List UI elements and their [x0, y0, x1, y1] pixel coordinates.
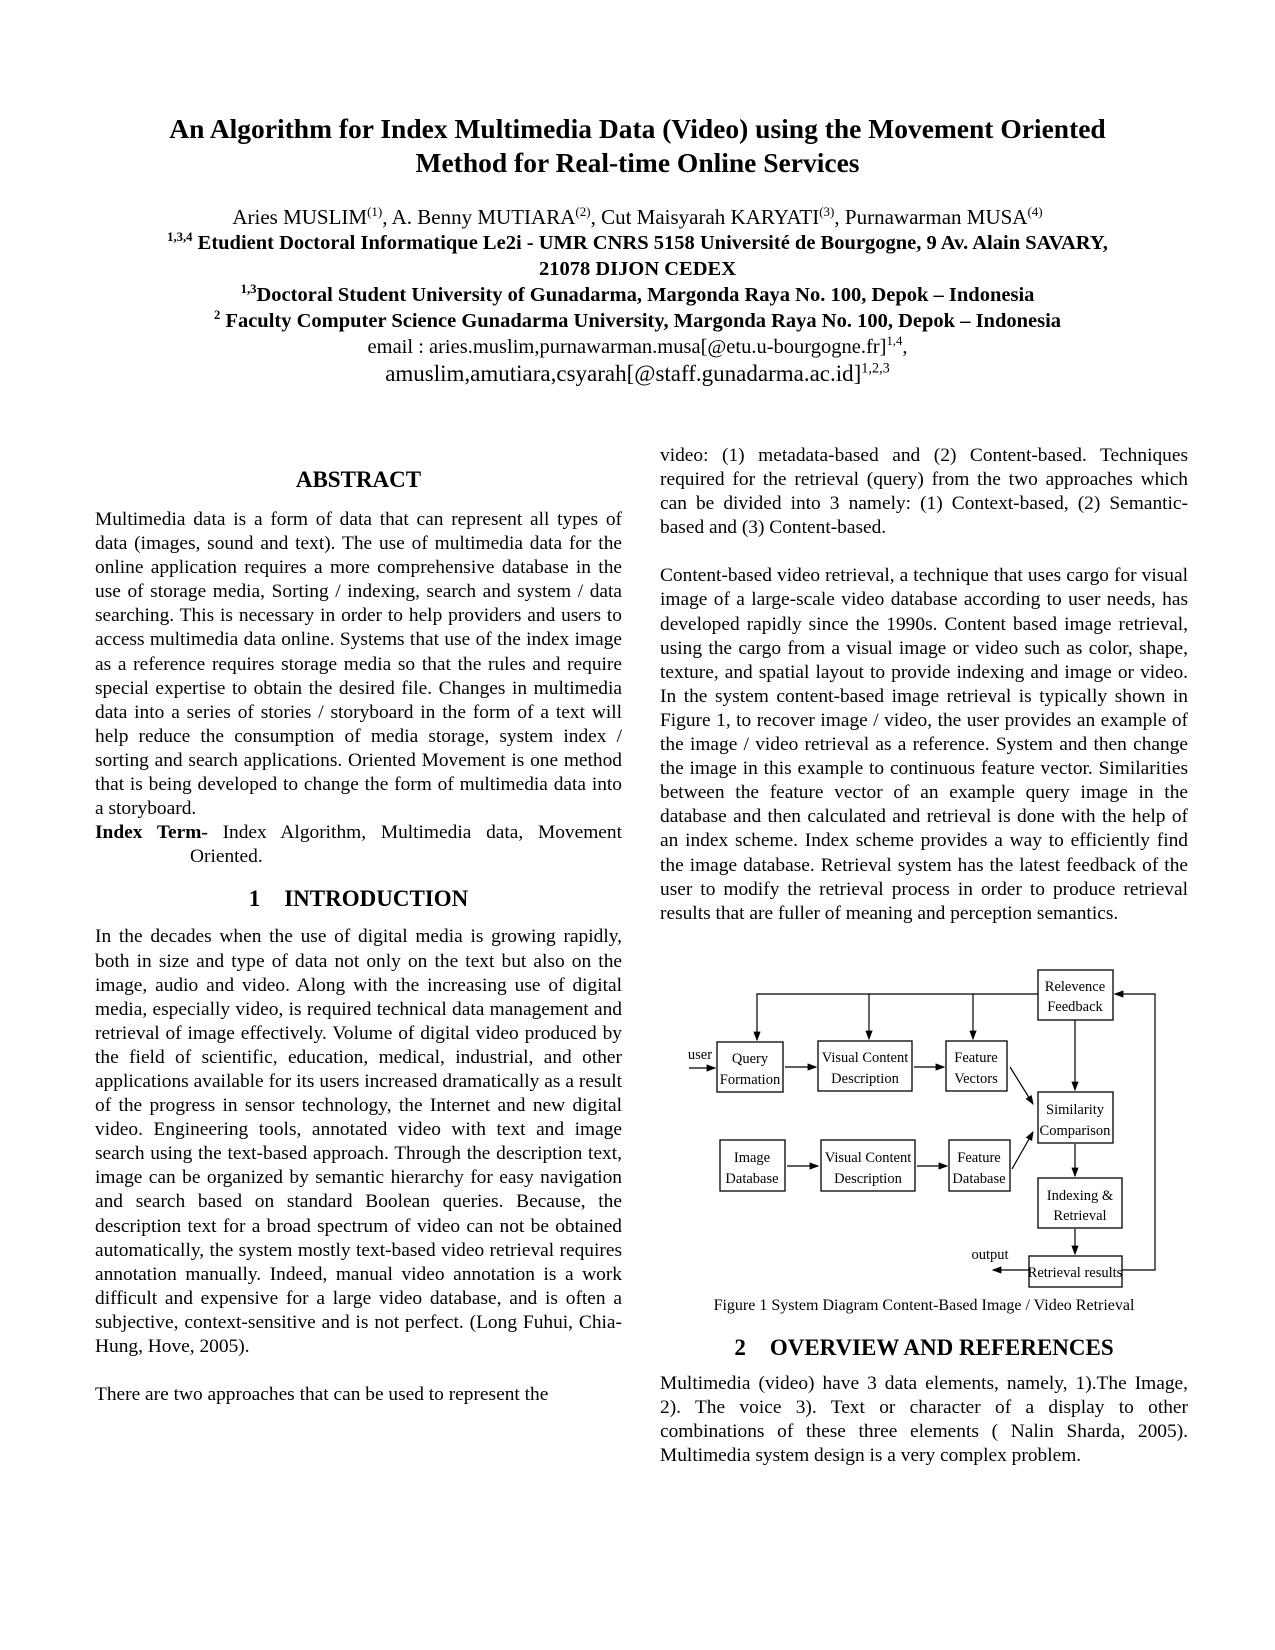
box-label: Feature — [957, 1149, 1001, 1166]
intro-paragraph: In the decades when the use of digital media is growing rapidly, both in size and type of data not only on the text but also on the image, audio and video. Along with the increasing use of digital media, especially video, is required technical data management and retrieval of image effectively. Volume of digital video produced by the field of scientific, education, medical, industrial, and other applications available for its users increased dramatically as a result of the progress in sensor technology, the Internet and new digital video. Engineering tools, annotated video with text and image search using the text-based approach. Through the description text, image can be organized by semantic hierarchy for easy navigation and search based on standard Boolean queries. Because, the description text for a broad spectrum of video can not be obtained automatically, the system mostly text-based video retrieval requires annotation manually. Indeed, manual video annotation is a work difficult and expensive for a large video database, and is often a subjective, context-sensitive and is not perfect. (Long Fuhui, Chia-Hung, Hove, 2005). — [95, 926, 622, 1357]
box-label: Vectors — [954, 1070, 998, 1087]
box-label: Query — [731, 1050, 769, 1067]
box-label: Database — [725, 1170, 779, 1187]
affiliation: $^{1,3}$Doctoral Student University of Gunadarma, Margonda Raya No. 100, Depok – Indonesia — [240, 282, 1035, 306]
email-line: amuslim,amutiara,csyarah[@staff.gunadarma.ac.id]$^{1,2,3}$ — [385, 360, 890, 386]
box-label: Retrieval results — [1027, 1264, 1123, 1281]
box-label: Image — [733, 1149, 771, 1166]
box-label: Description — [831, 1070, 899, 1087]
intro-paragraph: There are two approaches that can be used to represent the — [95, 1384, 549, 1406]
box-label: Description — [834, 1170, 902, 1187]
box-label: Feedback — [1047, 998, 1103, 1015]
author: Purnawarman MUSA$^{(4)}$ — [844, 204, 1043, 229]
author: Cut Maisyarah KARYATI$^{(3)}$ — [601, 204, 835, 229]
left-column — [95, 444, 622, 1407]
overview-heading: 2 OVERVIEW AND REFERENCES — [734, 1334, 1114, 1360]
right-column — [660, 444, 1188, 1468]
box-label: Visual Content — [824, 1149, 912, 1166]
index-terms: Index Term- Index Algorithm, Multimedia data, Movement Oriented. — [95, 822, 622, 868]
affiliation: $^2$ Faculty Computer Science Gunadarma University, Margonda Raya No. 100, Depok – Indonesia — [213, 308, 1062, 332]
abstract-heading: ABSTRACT — [295, 467, 422, 492]
author-list: Aries MUSLIM$^{(1)}$, A. Benny MUTIARA$^{(2)}$, Cut Maisyarah KARYATI$^{(3)}$, Purnawarman MUSA$^{(4)}$ — [232, 204, 1043, 229]
title-line: Method for Real-time Online Services — [415, 147, 860, 178]
box-label: Database — [952, 1170, 1006, 1187]
box-label: Relevence — [1044, 978, 1106, 995]
affiliation-cont: 21078 DIJON CEDEX — [538, 258, 737, 280]
title-line: An Algorithm for Index Multimedia Data (Video) using the Movement Oriented — [169, 113, 1106, 144]
intro-heading: 1 INTRODUCTION — [248, 886, 469, 912]
overview-paragraph: Multimedia (video) have 3 data elements, namely, 1).The Image, 2). The voice 3). Text or character of a display to other combinations of these three elements ( Nalin Sharda, 2005). Multimedia system design is a very complex problem. — [660, 1372, 1188, 1467]
box-label: Formation — [719, 1071, 781, 1088]
box-label: Similarity — [1046, 1101, 1104, 1118]
intro-paragraph: Content-based video retrieval, a technique that uses cargo for visual image of a large-scale video database according to user needs, has developed rapidly since the 1990s. Content based image retrieval, using the cargo from a visual image or video such as color, shape, texture, and spatial layout to provide indexing and image or video. In the system content-based image retrieval is typically shown in Figure 1, to recover image / video, the user provides an example of the image / video retrieval as a reference. System and then change the image in this example to continuous feature vector. Similarities between the feature vector of an example query image in the database and then calculated and retrieval is done with the help of an index scheme. Index scheme provides a way to efficiently find the image database. Retrieval system has the latest feedback of the user to modify the retrieval process in order to produce retrieval results that are fuller of meaning and perception semantics. — [660, 565, 1188, 924]
output-label: output — [971, 1246, 1009, 1263]
box-label: Retrieval — [1053, 1207, 1107, 1224]
author: Aries MUSLIM$^{(1)}$ — [232, 204, 383, 229]
affiliation: $^{1,3,4}$ Etudient Doctoral Informatique Le2i - UMR CNRS 5158 Université de Bourgogne, 9 Av. Alain SAVARY, — [167, 230, 1108, 254]
box-label: Feature — [954, 1049, 998, 1066]
figure-caption: Figure 1 System Diagram Content-Based Image / Video Retrieval — [713, 1296, 1135, 1314]
box-label: Comparison — [1039, 1122, 1111, 1139]
email-line: email : aries.muslim,purnawarman.musa[@etu.u-bourgogne.fr]$^{1,4}$, — [367, 334, 908, 358]
intro-paragraph: video: (1) metadata-based and (2) Content-based. Techniques required for the retrieval (query) from the two approaches which can be divided into 3 namely: (1) Context-based, (2) Semantic-based and (3) Content-based. — [660, 445, 1188, 539]
user-label: user — [687, 1046, 713, 1063]
author: A. Benny MUTIARA$^{(2)}$ — [391, 204, 591, 229]
abstract-body — [95, 508, 622, 869]
box-label: Visual Content — [821, 1049, 909, 1066]
paper-header — [0, 112, 1275, 388]
paper-title — [0, 112, 1275, 180]
box-label: Indexing & — [1046, 1187, 1114, 1204]
abstract-text: Multimedia data is a form of data that can represent all types of data (images, sound and text). The use of multimedia data for the online application requires a more comprehensive database in the use of storage media, Sorting / indexing, search and system / data searching. This is necessary in order to help providers and users to access multimedia data online. Systems that use of the index image as a reference requires storage media so that the rules and require special expertise to obtain the desired file. Changes in multimedia data into a series of stories / storyboard in the form of a text will help reduce the consumption of media storage, system index / sorting and search applications. Oriented Movement is one method that is being developed to change the form of multimedia data into a storyboard. — [95, 509, 622, 820]
system-diagram — [660, 962, 1188, 1292]
